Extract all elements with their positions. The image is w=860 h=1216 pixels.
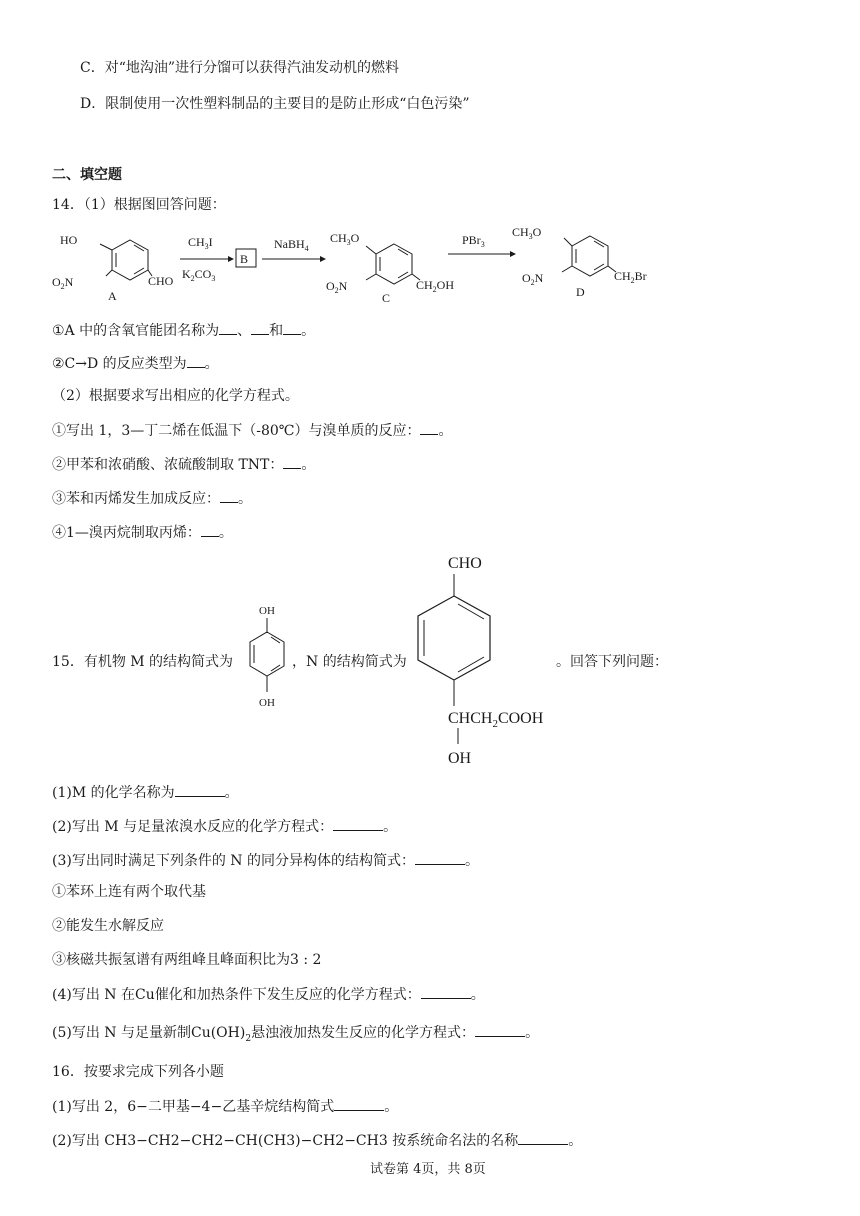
label-d: D: [576, 285, 585, 299]
q14-part2: （2）根据要求写出相应的化学方程式。: [52, 388, 299, 404]
q16-intro: 16．按要求完成下列各小题: [52, 1064, 224, 1080]
d-ch2br-label: $CH_2Br$: [614, 269, 647, 285]
q15-s4: (4)写出 N 在Cu催化和加热条件下发生反应的化学方程式： 。: [52, 984, 485, 1005]
q15-s3: (3)写出同时满足下列条件的 N 的同分异构体的结构简式： 。: [52, 850, 479, 871]
label-b: B: [240, 252, 249, 266]
reagent-k2co3: $K_2CO_3$: [182, 267, 216, 283]
q15-cond2: ②能发生水解反应: [52, 918, 164, 934]
compound-a-structure: [52, 233, 174, 303]
page-footer: 试卷第 4页，共 8页: [370, 1162, 486, 1177]
d-no2-label: $O_2N$: [522, 271, 544, 287]
q15-intro-mid: ，N 的结构简式为: [292, 654, 407, 670]
c-no2-label: $O_2N$: [326, 279, 348, 295]
cuoh2-formula: $Cu(OH)_2$: [190, 1025, 252, 1044]
molecule-n-structure: [402, 548, 562, 770]
q14-sub2: ②C→D 的反应类型为 。: [52, 353, 219, 374]
m-oh-bottom: OH: [259, 697, 275, 709]
option-d: D．限制使用一次性塑料制品的主要目的是防止形成“白色污染”: [80, 96, 470, 112]
q16-s2: (2)写出 CH3−CH2−CH2−CH(CH3)−CH2−CH3 按系统命名法的名称 。: [52, 1130, 582, 1151]
d-ch3o-label: $CH_3O$: [512, 225, 542, 241]
n-chain-label: $CHCH_2COOH$: [448, 710, 544, 730]
option-c: C．对“地沟油”进行分馏可以获得汽油发动机的燃料: [80, 60, 400, 76]
q15-cond1: ①苯环上连有两个取代基: [52, 884, 206, 900]
q14-intro: 14．（1）根据图回答问题：: [52, 197, 226, 213]
reagent-pbr3: PBr$_3$: [462, 233, 485, 249]
n-oh-label: OH: [448, 750, 472, 767]
reagent-nabh4: NaBH$_4$: [274, 237, 309, 253]
label-c: C: [382, 291, 391, 305]
q15-s2: (2)写出 M 与足量浓溴水反应的化学方程式： 。: [52, 816, 397, 837]
c-ch3o-label: $CH_3O$: [330, 231, 360, 247]
reagent-ch3i: $CH_3I$: [188, 235, 213, 251]
q14-eq4: ④1—溴丙烷制取丙烯： 。: [52, 522, 233, 543]
a-no2-label: $O_2N$: [52, 275, 74, 291]
section-title: 二、填空题: [52, 167, 122, 183]
q15-s1: (1)M 的化学名称为 。: [52, 782, 239, 803]
compound-c-structure: [326, 231, 454, 305]
n-cho-label: CHO: [448, 555, 482, 572]
c-ch2oh-label: $CH_2OH$: [416, 278, 455, 294]
q15-s5: (5)写出 N 与足量新制$Cu(OH)_2$悬浊液加热发生反应的化学方程式： 。: [52, 1022, 539, 1049]
reaction-scheme: [40, 218, 680, 306]
q15-cond3: ③核磁共振氢谱有两组峰且峰面积比为3 : 2: [52, 952, 322, 968]
q14-eq1: ①写出 1，3—丁二烯在低温下（-80℃）与溴单质的反应： 。: [52, 420, 452, 441]
molecule-m-structure: [238, 604, 294, 716]
compound-d-structure: [512, 225, 647, 299]
q14-eq3: ③苯和丙烯发生加成反应： 。: [52, 488, 252, 509]
label-a: A: [108, 289, 117, 303]
a-ho-label: HO: [60, 233, 78, 247]
a-cho-label: CHO: [148, 274, 174, 288]
q16-s1: (1)写出 2，6−二甲基−4−乙基辛烷结构简式 。: [52, 1096, 398, 1117]
q15-intro-end: 。回答下列问题：: [556, 654, 668, 670]
q15-intro-pre: 15．有机物 M 的结构简式为: [52, 654, 234, 670]
q14-eq2: ②甲苯和浓硝酸、浓硫酸制取 TNT： 。: [52, 454, 315, 475]
q14-sub1: ①A 中的含氧官能团名称为 、 和 。: [52, 320, 315, 341]
m-oh-top: OH: [259, 605, 275, 617]
